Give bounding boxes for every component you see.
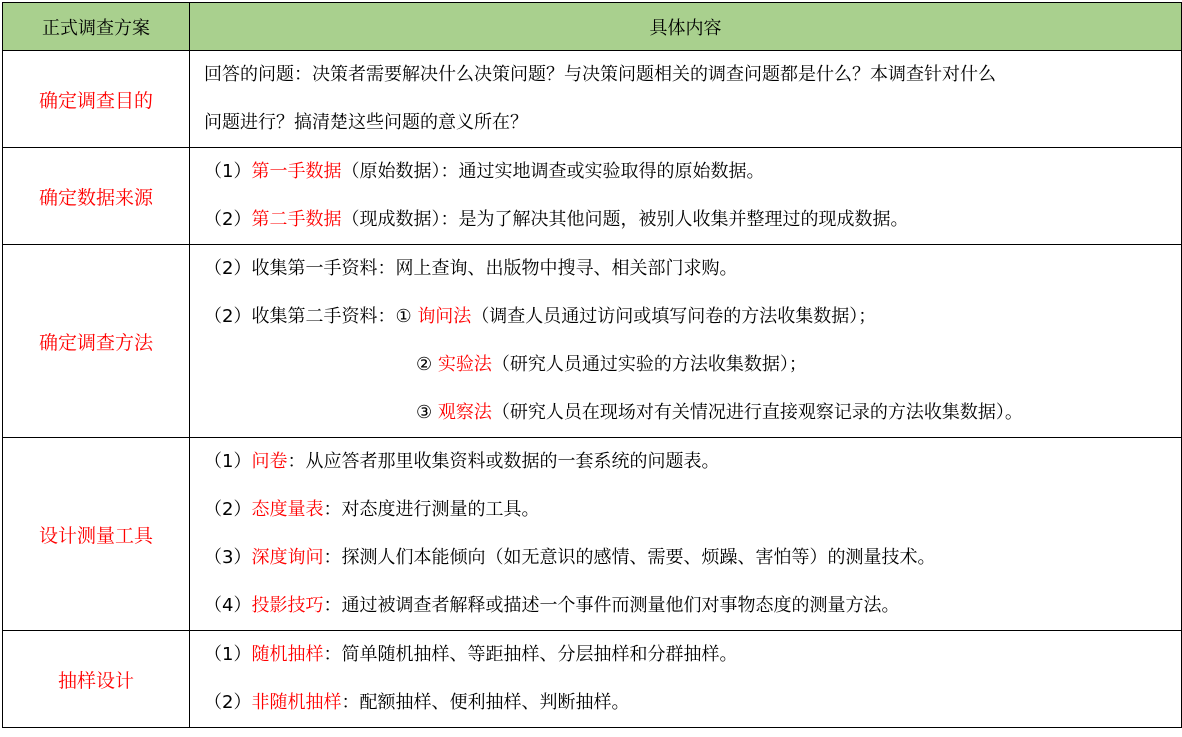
table-row (3, 148, 1182, 245)
row-content (190, 51, 1182, 148)
row-content (190, 148, 1182, 245)
line-prefix: ② (416, 354, 438, 375)
content-line (204, 293, 1181, 341)
line-prefix: ③ (416, 402, 438, 423)
content-line (204, 196, 1181, 244)
line-text: ：对态度进行测量的工具。 (323, 499, 540, 520)
key-term: 投影技巧 (251, 595, 324, 616)
line-text: （研究人员在现场对有关情况进行直接观察记录的方法收集数据）。 (491, 402, 1023, 423)
content-line (204, 341, 1181, 389)
line-prefix: （1） (204, 644, 252, 665)
content-line (204, 534, 1181, 582)
line-prefix: （2）收集第二手资料：① (204, 306, 418, 327)
line-text: 回答的问题：决策者需要解决什么决策问题？与决策问题相关的调查问题都是什么？本调查针对什么 (204, 64, 996, 85)
key-term: 非随机抽样 (251, 692, 342, 713)
content-line (204, 486, 1181, 534)
line-prefix: （1） (204, 451, 252, 472)
line-prefix: （2） (204, 692, 252, 713)
row-label: 确定调查目的 (3, 51, 190, 148)
row-label: 确定数据来源 (3, 148, 190, 245)
line-text: （调查人员通过访问或填写问卷的方法收集数据）； (471, 306, 877, 327)
line-text: ：从应答者那里收集资料或数据的一套系统的问题表。 (287, 451, 720, 472)
row-label: 设计测量工具 (3, 438, 190, 631)
key-term: 第一手数据 (251, 161, 342, 182)
line-text: （原始数据）：通过实地调查或实验取得的原始数据。 (341, 161, 765, 182)
line-text: （2）收集第一手资料：网上查询、出版物中搜寻、相关部门求购。 (204, 258, 738, 279)
header-content: 具体内容 (190, 3, 1182, 51)
table-row (3, 631, 1182, 728)
key-term: 询问法 (417, 306, 472, 327)
content-line (204, 51, 1181, 99)
line-prefix: （2） (204, 209, 252, 230)
survey-plan-table (2, 2, 1182, 728)
line-prefix: （3） (204, 547, 252, 568)
content-line (204, 99, 1181, 147)
row-label: 确定调查方法 (3, 245, 190, 438)
table-row (3, 245, 1182, 438)
key-term: 态度量表 (251, 499, 324, 520)
line-prefix: （2） (204, 499, 252, 520)
line-text: 问题进行？搞清楚这些问题的意义所在？ (204, 112, 528, 133)
line-text: （现成数据）：是为了解决其他问题，被别人收集并整理过的现成数据。 (341, 209, 909, 230)
content-line (204, 245, 1181, 293)
row-content (190, 245, 1182, 438)
table-row (3, 438, 1182, 631)
line-text: ：简单随机抽样、等距抽样、分层抽样和分群抽样。 (323, 644, 738, 665)
table-header-row (3, 3, 1182, 51)
key-term: 观察法 (437, 402, 492, 423)
line-prefix: （1） (204, 161, 252, 182)
header-plan: 正式调查方案 (3, 3, 190, 51)
line-text: ：通过被调查者解释或描述一个事件而测量他们对事物态度的测量方法。 (323, 595, 900, 616)
key-term: 第二手数据 (251, 209, 342, 230)
key-term: 深度询问 (251, 547, 324, 568)
table-row (3, 51, 1182, 148)
line-text: ：探测人们本能倾向（如无意识的感情、需要、烦躁、害怕等）的测量技术。 (323, 547, 936, 568)
key-term: 随机抽样 (251, 644, 324, 665)
content-line (204, 582, 1181, 630)
content-line (204, 148, 1181, 196)
content-line (204, 679, 1181, 727)
content-line (204, 389, 1181, 437)
key-term: 问卷 (251, 451, 288, 472)
row-content (190, 631, 1182, 728)
line-text: （研究人员通过实验的方法收集数据）； (491, 354, 807, 375)
line-prefix: （4） (204, 595, 252, 616)
row-label: 抽样设计 (3, 631, 190, 728)
content-line (204, 631, 1181, 679)
key-term: 实验法 (437, 354, 492, 375)
row-content (190, 438, 1182, 631)
line-text: ：配额抽样、便利抽样、判断抽样。 (341, 692, 630, 713)
content-line (204, 438, 1181, 486)
